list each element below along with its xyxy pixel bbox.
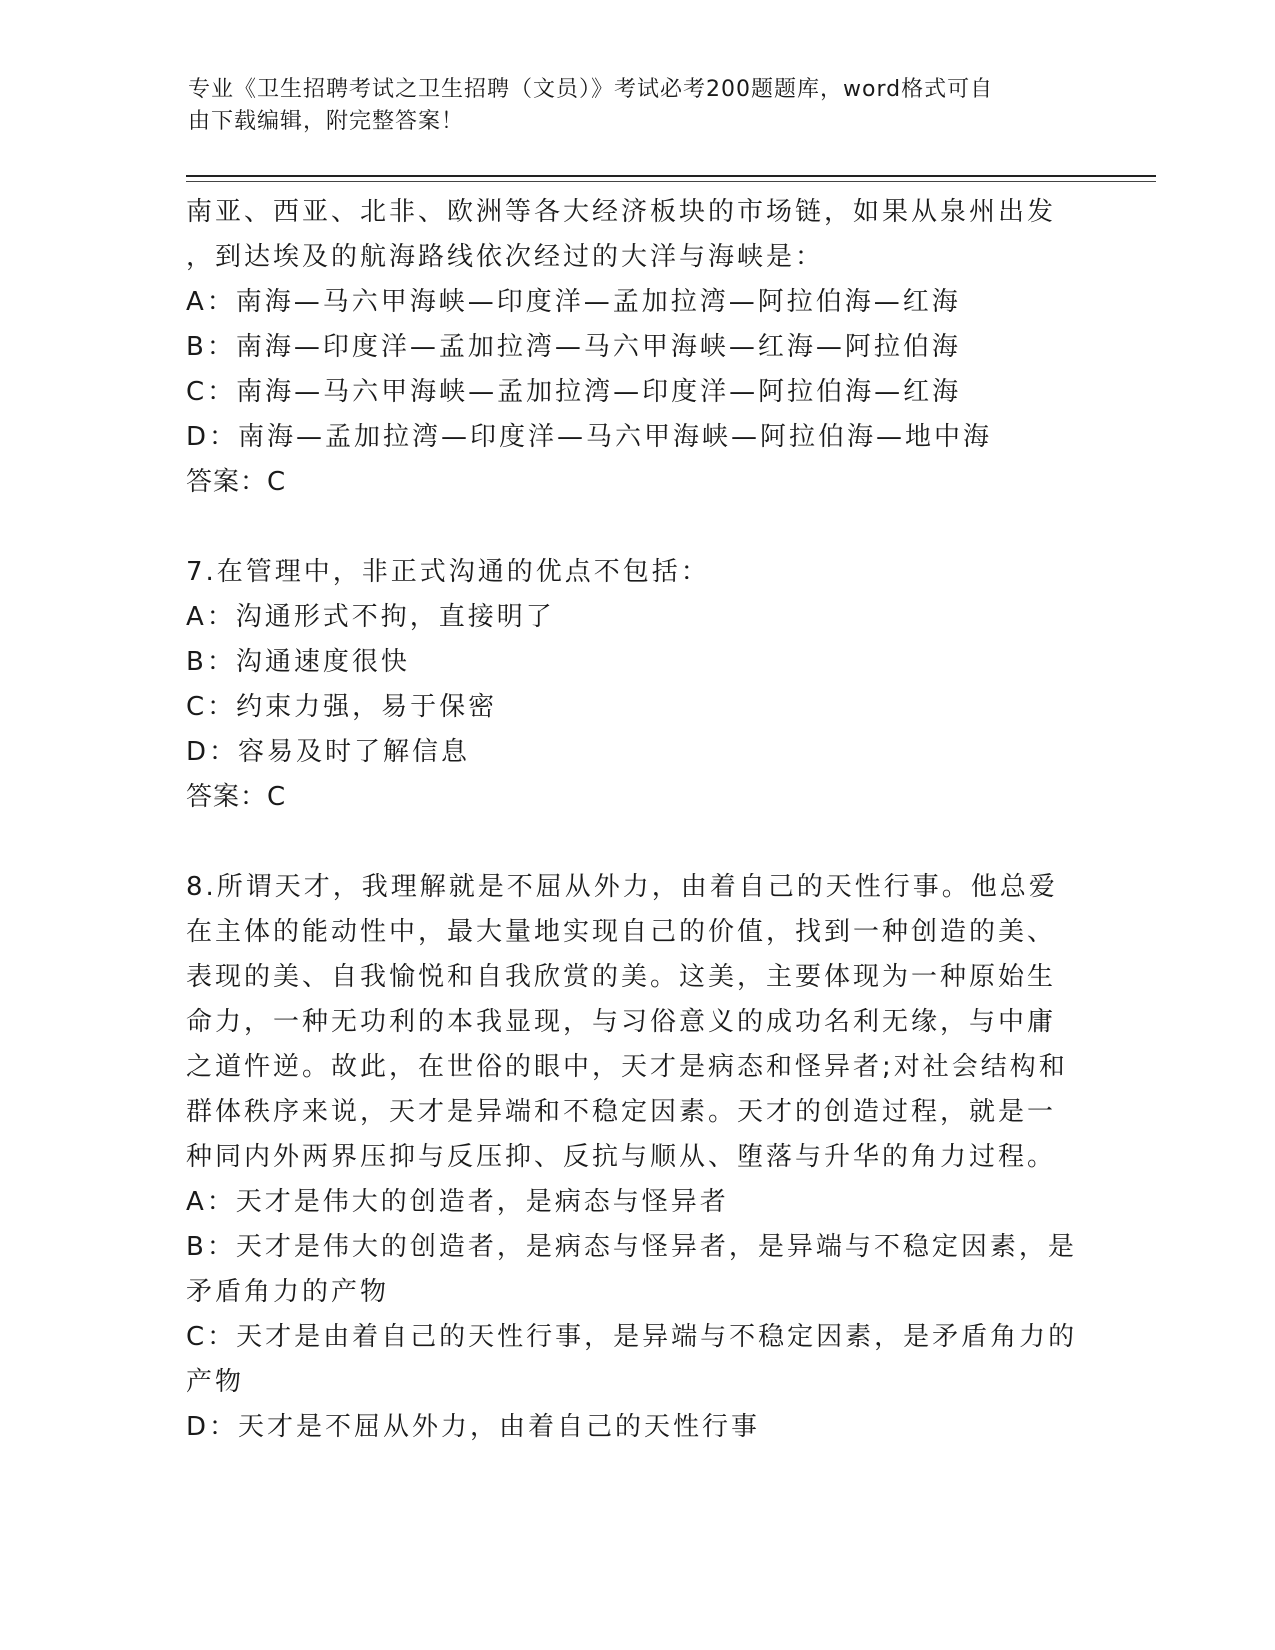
header-line: 由下载编辑，附完整答案！: [188, 109, 465, 134]
question-stem-line: 命力，一种无功利的本我显现，与习俗意义的成功名利无缘，与中庸: [186, 1007, 1057, 1037]
question-stem-line: 南亚、西亚、北非、欧洲等各大经济板块的市场链，如果从泉州出发: [186, 197, 1057, 227]
option-b: B：沟通速度很快: [186, 647, 410, 677]
question-content: [186, 190, 1086, 1450]
option-b: B：南海—印度洋—孟加拉湾—马六甲海峡—红海—阿拉伯海: [186, 332, 961, 362]
question-stem-line: 7.在管理中，非正式沟通的优点不包括：: [186, 557, 710, 587]
option-c: C：南海—马六甲海峡—孟加拉湾—印度洋—阿拉伯海—红海: [186, 377, 962, 407]
question-stem-line: 在主体的能动性中，最大量地实现自己的价值，找到一种创造的美、: [186, 917, 1057, 947]
question-stem-line: 8.所谓天才，我理解就是不屈从外力，由着自己的天性行事。他总爱: [186, 872, 1058, 902]
option-c: C：约束力强，易于保密: [186, 692, 498, 722]
question-stem-line: 之道忤逆。故此，在世俗的眼中，天才是病态和怪异者;对社会结构和: [186, 1052, 1068, 1082]
question-stem-line: 表现的美、自我愉悦和自我欣赏的美。这美，主要体现为一种原始生: [186, 962, 1057, 992]
option-d: D：南海—孟加拉湾—印度洋—马六甲海峡—阿拉伯海—地中海: [186, 422, 993, 452]
question-stem-line: 种同内外两界压抑与反压抑、反抗与顺从、堕落与升华的角力过程。: [186, 1142, 1057, 1172]
question-6: [186, 190, 1086, 505]
question-8: [186, 865, 1086, 1450]
option-d: D：容易及时了解信息: [186, 737, 471, 767]
option-b-continued: 矛盾角力的产物: [186, 1277, 390, 1307]
option-c-continued: 产物: [186, 1367, 245, 1397]
header-divider-thin: [186, 181, 1156, 182]
answer-line: 答案：C: [186, 467, 287, 497]
answer-line: 答案：C: [186, 782, 287, 812]
option-a: A：沟通形式不拘，直接明了: [186, 602, 555, 632]
option-a: A：南海—马六甲海峡—印度洋—孟加拉湾—阿拉伯海—红海: [186, 287, 961, 317]
header-line: 专业《卫生招聘考试之卫生招聘（文员）》考试必考200题题库，word格式可自: [188, 77, 994, 102]
document-header: [188, 74, 1068, 138]
option-d: D：天才是不屈从外力，由着自己的天性行事: [186, 1412, 761, 1442]
question-stem-line: ，到达埃及的航海路线依次经过的大洋与海峡是：: [186, 242, 825, 272]
option-b: B：天才是伟大的创造者，是病态与怪异者，是异端与不稳定因素，是: [186, 1232, 1077, 1262]
option-a: A：天才是伟大的创造者，是病态与怪异者: [186, 1187, 729, 1217]
question-stem-line: 群体秩序来说，天才是异端和不稳定因素。天才的创造过程，就是一: [186, 1097, 1057, 1127]
question-7: [186, 550, 1086, 820]
option-c: C：天才是由着自己的天性行事，是异端与不稳定因素，是矛盾角力的: [186, 1322, 1078, 1352]
header-divider: [186, 175, 1156, 177]
